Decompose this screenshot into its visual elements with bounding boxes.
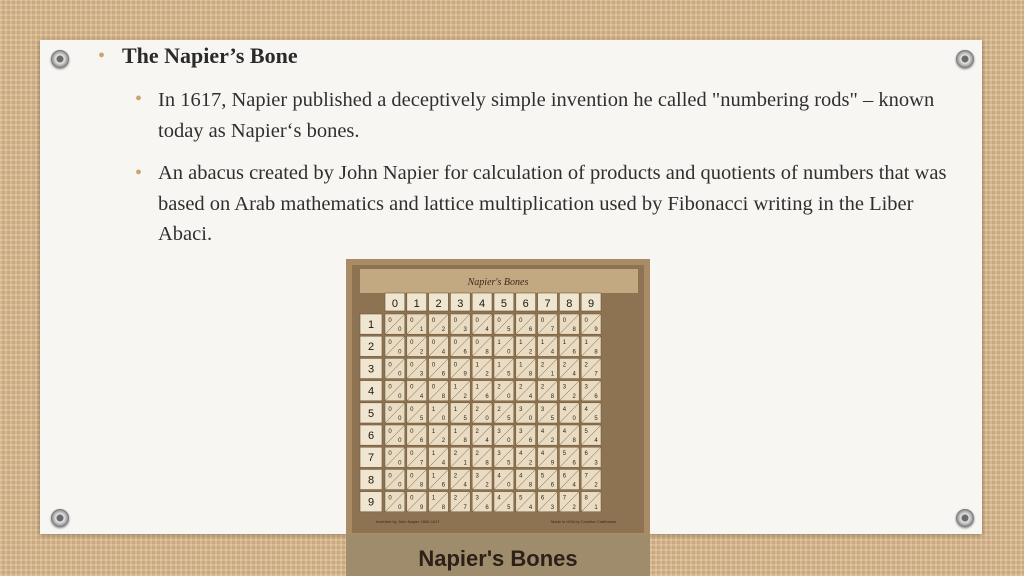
thumbtack-icon-bottom-left <box>51 509 69 527</box>
box-title: Napier's Bones <box>467 277 529 288</box>
svg-text:3: 3 <box>497 451 501 458</box>
svg-text:1: 1 <box>497 340 501 347</box>
svg-text:6: 6 <box>572 460 576 467</box>
svg-text:5: 5 <box>519 495 523 502</box>
svg-text:7: 7 <box>463 504 467 511</box>
svg-text:2: 2 <box>528 349 533 356</box>
svg-text:6: 6 <box>441 482 446 489</box>
svg-text:2: 2 <box>485 482 489 489</box>
svg-text:3: 3 <box>540 406 545 413</box>
svg-text:0: 0 <box>410 451 414 458</box>
svg-text:0: 0 <box>431 384 436 391</box>
svg-text:0: 0 <box>388 429 392 435</box>
column-digit: 3 <box>457 298 464 310</box>
svg-text:0: 0 <box>528 416 533 422</box>
svg-text:2: 2 <box>475 451 479 458</box>
svg-text:4: 4 <box>562 406 567 413</box>
svg-text:0: 0 <box>388 384 392 391</box>
svg-text:1: 1 <box>562 340 567 347</box>
svg-text:2: 2 <box>419 349 424 356</box>
footer-right: Made in USA by Creative Crafthouse <box>551 519 617 524</box>
svg-text:1: 1 <box>475 362 479 369</box>
svg-text:4: 4 <box>540 429 545 435</box>
svg-text:7: 7 <box>562 495 567 502</box>
svg-text:0: 0 <box>398 482 402 489</box>
svg-text:0: 0 <box>519 318 523 324</box>
svg-text:0: 0 <box>398 327 402 334</box>
svg-text:6: 6 <box>562 473 567 480</box>
slide-title: The Napier’s Bone <box>122 43 298 68</box>
svg-text:6: 6 <box>463 349 467 356</box>
svg-text:0: 0 <box>388 362 392 369</box>
svg-text:2: 2 <box>453 473 458 480</box>
svg-text:3: 3 <box>463 327 467 334</box>
svg-text:6: 6 <box>572 349 576 356</box>
svg-text:1: 1 <box>519 340 523 347</box>
svg-text:6: 6 <box>528 438 533 445</box>
svg-text:0: 0 <box>497 318 501 324</box>
svg-text:6: 6 <box>485 504 489 511</box>
photo-caption: Napier's Bones <box>418 546 578 571</box>
svg-text:0: 0 <box>410 495 414 502</box>
column-digit: 8 <box>566 298 573 310</box>
row-digit: 8 <box>367 474 375 487</box>
bullet-text-1: In 1617, Napier published a deceptively simple invention he called "numbering rods" – known today as Napier‘s bones. <box>158 89 935 142</box>
svg-text:1: 1 <box>453 429 458 435</box>
svg-text:0: 0 <box>410 473 414 480</box>
svg-text:4: 4 <box>519 473 523 480</box>
svg-text:2: 2 <box>550 438 555 445</box>
svg-text:5: 5 <box>507 371 511 378</box>
svg-text:7: 7 <box>584 473 588 480</box>
svg-text:0: 0 <box>388 340 392 347</box>
svg-text:0: 0 <box>410 429 414 435</box>
svg-text:4: 4 <box>419 393 424 400</box>
svg-text:0: 0 <box>475 340 479 347</box>
bullet-text-2: An abacus created by John Napier for calculation of products and quotients of numbers that was based on Arab mathematics and lattice multiplication used by Fibonacci writing in the Liber Abaci. <box>158 162 947 245</box>
svg-text:0: 0 <box>410 340 414 347</box>
svg-text:5: 5 <box>550 416 555 422</box>
svg-text:5: 5 <box>540 473 545 480</box>
svg-text:2: 2 <box>519 384 523 391</box>
svg-text:4: 4 <box>540 451 545 458</box>
svg-text:4: 4 <box>528 504 533 511</box>
svg-text:0: 0 <box>507 349 511 356</box>
svg-text:1: 1 <box>584 340 588 347</box>
svg-text:0: 0 <box>410 384 414 391</box>
svg-text:8: 8 <box>441 504 446 511</box>
svg-text:2: 2 <box>562 362 567 369</box>
footer-left: Invented by John Napier 1550-1617 <box>376 519 440 524</box>
svg-text:1: 1 <box>431 451 436 458</box>
svg-text:1: 1 <box>519 362 523 369</box>
svg-text:0: 0 <box>398 438 402 445</box>
row-digit: 9 <box>367 496 375 509</box>
row-digit: 4 <box>367 385 375 398</box>
bullet-icon: • <box>135 162 143 184</box>
svg-text:4: 4 <box>441 349 446 356</box>
svg-text:5: 5 <box>507 327 511 334</box>
column-digit: 1 <box>413 298 420 310</box>
svg-text:1: 1 <box>453 406 458 413</box>
row-digit: 5 <box>367 407 375 420</box>
row-digit: 2 <box>367 341 375 354</box>
thumbtack-icon-bottom-right <box>956 509 974 527</box>
svg-text:3: 3 <box>519 406 523 413</box>
svg-text:2: 2 <box>540 384 545 391</box>
svg-text:9: 9 <box>419 504 424 511</box>
svg-text:3: 3 <box>550 504 555 511</box>
svg-text:6: 6 <box>550 482 555 489</box>
row-digit: 6 <box>367 430 375 442</box>
svg-text:4: 4 <box>562 429 567 435</box>
row-digit: 7 <box>367 452 375 465</box>
svg-text:0: 0 <box>398 349 402 356</box>
svg-text:3: 3 <box>475 473 479 480</box>
svg-text:4: 4 <box>572 371 576 378</box>
svg-text:4: 4 <box>441 460 446 467</box>
svg-text:2: 2 <box>453 451 458 458</box>
svg-text:1: 1 <box>431 473 436 480</box>
svg-text:2: 2 <box>584 362 588 369</box>
bullet-icon: • <box>98 45 106 67</box>
svg-text:7: 7 <box>550 327 555 334</box>
svg-text:0: 0 <box>507 393 511 400</box>
svg-text:4: 4 <box>497 495 501 502</box>
svg-text:6: 6 <box>540 495 545 502</box>
napiers-bones-photo <box>346 259 650 576</box>
svg-text:0: 0 <box>572 416 576 422</box>
row-digit: 3 <box>367 363 375 376</box>
column-digit: 4 <box>479 298 486 310</box>
svg-text:0: 0 <box>441 416 446 422</box>
svg-text:1: 1 <box>540 340 545 347</box>
column-digit: 5 <box>500 298 507 310</box>
svg-text:3: 3 <box>475 495 479 502</box>
svg-text:1: 1 <box>475 384 479 391</box>
svg-text:0: 0 <box>507 482 511 489</box>
svg-text:8: 8 <box>441 393 446 400</box>
svg-text:5: 5 <box>507 504 511 511</box>
svg-text:1: 1 <box>431 429 436 435</box>
svg-text:0: 0 <box>453 340 458 347</box>
svg-text:3: 3 <box>594 460 598 467</box>
svg-text:7: 7 <box>594 371 598 378</box>
svg-text:8: 8 <box>528 371 533 378</box>
svg-text:1: 1 <box>497 362 501 369</box>
svg-text:5: 5 <box>584 429 588 435</box>
svg-text:8: 8 <box>485 349 489 356</box>
svg-text:4: 4 <box>497 473 501 480</box>
svg-text:4: 4 <box>485 327 489 334</box>
svg-text:1: 1 <box>463 460 467 467</box>
svg-text:8: 8 <box>572 438 576 445</box>
svg-text:8: 8 <box>594 349 598 356</box>
column-digit: 0 <box>391 298 398 310</box>
svg-text:6: 6 <box>584 451 588 458</box>
svg-text:0: 0 <box>398 460 402 467</box>
svg-text:0: 0 <box>398 371 402 378</box>
svg-text:5: 5 <box>419 416 424 422</box>
svg-text:0: 0 <box>453 318 458 324</box>
thumbtack-icon-top-left <box>51 50 69 68</box>
column-digit: 7 <box>544 298 551 310</box>
svg-text:6: 6 <box>419 438 424 445</box>
svg-text:7: 7 <box>419 460 424 467</box>
svg-text:9: 9 <box>550 460 555 467</box>
svg-text:2: 2 <box>485 371 489 378</box>
svg-text:2: 2 <box>475 429 479 435</box>
svg-text:2: 2 <box>441 327 446 334</box>
column-digit: 9 <box>588 298 595 310</box>
svg-text:9: 9 <box>594 327 598 334</box>
svg-text:3: 3 <box>419 371 424 378</box>
svg-text:1: 1 <box>594 504 598 511</box>
svg-text:4: 4 <box>528 393 533 400</box>
svg-text:4: 4 <box>584 406 588 413</box>
svg-text:8: 8 <box>463 438 467 445</box>
svg-text:8: 8 <box>550 393 555 400</box>
svg-text:2: 2 <box>594 482 598 489</box>
svg-text:2: 2 <box>497 406 501 413</box>
svg-text:6: 6 <box>528 327 533 334</box>
svg-text:0: 0 <box>410 406 414 413</box>
svg-text:0: 0 <box>431 318 436 324</box>
svg-text:2: 2 <box>572 393 576 400</box>
svg-text:0: 0 <box>485 416 489 422</box>
svg-text:2: 2 <box>528 460 533 467</box>
svg-text:0: 0 <box>388 318 392 324</box>
svg-text:3: 3 <box>519 429 523 435</box>
svg-text:8: 8 <box>485 460 489 467</box>
svg-text:0: 0 <box>388 473 392 480</box>
svg-text:0: 0 <box>388 495 392 502</box>
svg-text:3: 3 <box>562 384 567 391</box>
svg-text:4: 4 <box>594 438 598 445</box>
svg-text:4: 4 <box>572 482 576 489</box>
column-digit: 2 <box>435 298 442 310</box>
svg-text:0: 0 <box>507 438 511 445</box>
svg-text:0: 0 <box>540 318 545 324</box>
svg-text:9: 9 <box>463 371 467 378</box>
svg-text:3: 3 <box>497 429 501 435</box>
svg-text:0: 0 <box>431 362 436 369</box>
svg-text:2: 2 <box>497 384 501 391</box>
svg-text:8: 8 <box>419 482 424 489</box>
bullet-icon: • <box>135 88 143 110</box>
svg-text:5: 5 <box>562 451 567 458</box>
svg-text:2: 2 <box>463 393 467 400</box>
svg-text:2: 2 <box>540 362 545 369</box>
svg-text:1: 1 <box>431 495 436 502</box>
svg-text:0: 0 <box>398 416 402 422</box>
svg-text:8: 8 <box>528 482 533 489</box>
svg-text:1: 1 <box>453 384 458 391</box>
svg-text:6: 6 <box>441 371 446 378</box>
svg-text:0: 0 <box>562 318 567 324</box>
svg-text:4: 4 <box>463 482 467 489</box>
thumbtack-icon-top-right <box>956 50 974 68</box>
svg-text:1: 1 <box>550 371 555 378</box>
svg-text:0: 0 <box>410 362 414 369</box>
svg-text:0: 0 <box>475 318 479 324</box>
svg-text:1: 1 <box>419 327 424 334</box>
svg-text:0: 0 <box>398 393 402 400</box>
svg-text:8: 8 <box>572 327 576 334</box>
svg-text:0: 0 <box>410 318 414 324</box>
svg-text:8: 8 <box>584 495 588 502</box>
svg-text:5: 5 <box>463 416 467 422</box>
svg-text:2: 2 <box>453 495 458 502</box>
column-digit: 6 <box>522 298 529 310</box>
svg-text:4: 4 <box>519 451 523 458</box>
svg-text:2: 2 <box>441 438 446 445</box>
svg-text:5: 5 <box>507 416 511 422</box>
svg-text:2: 2 <box>572 504 576 511</box>
svg-text:0: 0 <box>398 504 402 511</box>
svg-text:6: 6 <box>594 393 598 400</box>
svg-text:1: 1 <box>431 406 436 413</box>
svg-text:5: 5 <box>507 460 511 467</box>
svg-text:6: 6 <box>485 393 489 400</box>
svg-text:0: 0 <box>453 362 458 369</box>
svg-text:2: 2 <box>475 406 479 413</box>
svg-text:0: 0 <box>584 318 588 324</box>
svg-text:3: 3 <box>584 384 588 391</box>
svg-text:0: 0 <box>431 340 436 347</box>
svg-text:0: 0 <box>388 406 392 413</box>
svg-text:4: 4 <box>485 438 489 445</box>
svg-text:4: 4 <box>550 349 555 356</box>
svg-text:5: 5 <box>594 416 598 422</box>
svg-text:0: 0 <box>388 451 392 458</box>
row-digit: 1 <box>367 319 375 331</box>
